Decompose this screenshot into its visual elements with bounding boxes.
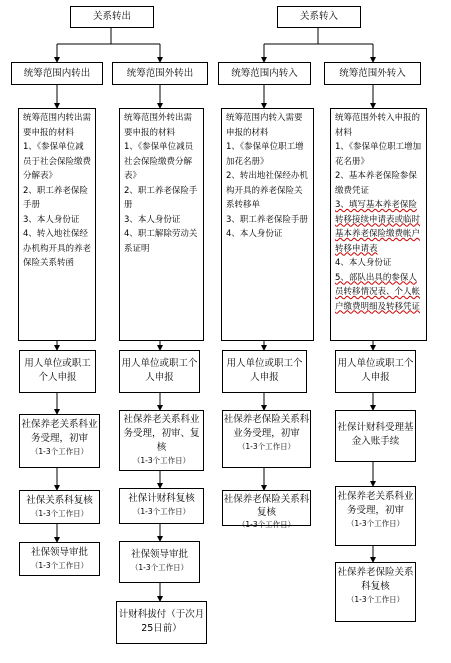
step-days: （1-3个工作日） bbox=[237, 442, 296, 451]
step-col-2-approve bbox=[119, 541, 200, 583]
title-in: 关系转入 bbox=[277, 6, 361, 28]
step-col-2-payment bbox=[116, 601, 207, 644]
step-col-3-review bbox=[222, 410, 311, 468]
step-text: 社保养老保险关系科复核 bbox=[223, 494, 310, 518]
materials-title: 统筹范围外转出需要申报的材料 bbox=[124, 113, 193, 138]
materials-item: 2、职工养老保险手册 bbox=[124, 185, 198, 210]
step-col-2-apply bbox=[119, 350, 200, 393]
step-col-4-finance bbox=[335, 410, 416, 462]
materials-title: 统筹范围外转入申报的材料 bbox=[335, 113, 421, 138]
step-col-3-apply bbox=[222, 350, 307, 393]
materials-box-col-1 bbox=[18, 108, 96, 341]
step-col-4-apply bbox=[335, 350, 416, 393]
step-days: （1-3个工作日） bbox=[30, 509, 89, 518]
materials-box-col-4 bbox=[330, 108, 427, 341]
step-col-4-recheck bbox=[335, 562, 416, 622]
materials-item: 3、本人身份证 bbox=[124, 214, 181, 225]
materials-title: 统筹范围内转入需要申报的材料 bbox=[226, 113, 303, 138]
step-col-4-review bbox=[335, 486, 416, 546]
materials-item: 4、转入地社保经办机构开具的养老保险关系转函 bbox=[23, 229, 92, 268]
step-col-2-finance-check bbox=[119, 488, 204, 524]
step-col-1-review bbox=[19, 414, 100, 468]
materials-item: 2、职工养老保险手册 bbox=[23, 185, 88, 210]
materials-item: 1、《参保单位减员社会保险缴费分解表》 bbox=[124, 142, 194, 181]
step-col-1-apply bbox=[19, 350, 96, 393]
step-days: （1-3个工作日） bbox=[30, 561, 89, 570]
step-text: 计财科拔付（于次月25日前） bbox=[118, 609, 205, 634]
step-days: （1-3个工作日） bbox=[30, 447, 89, 456]
materials-box-col-2 bbox=[119, 108, 204, 341]
step-text: 用人单位或职工个人申报 bbox=[337, 358, 414, 383]
materials-item: 4、职工解除劳动关系证明 bbox=[124, 229, 198, 254]
step-days: （1-3个工作日） bbox=[132, 507, 191, 516]
step-text: 社保养老关系科业务受理，初审 bbox=[21, 419, 98, 444]
materials-item: 1、《参保单位减员于社会保险缴费分解表》 bbox=[23, 142, 92, 181]
step-text: 社保养老关系科业务受理，初审、复核 bbox=[123, 414, 200, 453]
step-text: 社保领导审批 bbox=[30, 547, 88, 558]
materials-item: 1、《参保单位职工增加花名册》 bbox=[226, 142, 304, 167]
heading-col-2: 统筹范围外转出 bbox=[112, 62, 208, 85]
materials-item: 3、填写基本养老保险转移接续申请表或临时基本养老保险缴费帐户转移申请表 bbox=[335, 200, 421, 254]
materials-item: 2、基本养老保险参保缴费凭证 bbox=[335, 171, 417, 196]
step-text: 社保关系科复核 bbox=[26, 495, 93, 506]
materials-item: 4、本人身份证 bbox=[335, 258, 392, 268]
step-text: 用人单位或职工个人申报 bbox=[121, 358, 198, 383]
step-text: 社保计财科受理基金入账手续 bbox=[337, 422, 414, 447]
materials-box-col-3 bbox=[221, 108, 314, 341]
step-text: 社保领导审批 bbox=[130, 549, 188, 560]
step-col-1-approve bbox=[19, 542, 100, 576]
step-days: （1-3个工作日） bbox=[130, 563, 189, 572]
step-text: 用人单位或职工个人申报 bbox=[24, 358, 91, 383]
materials-title: 统筹范围内转出需要申报的材料 bbox=[23, 113, 92, 138]
heading-col-3: 统筹范围内转入 bbox=[218, 62, 311, 85]
materials-item: 3、职工养老保险手册 bbox=[226, 214, 308, 225]
heading-col-4: 统筹范围外转入 bbox=[324, 62, 421, 85]
materials-item: 4、本人身份证 bbox=[226, 229, 283, 239]
step-days: （1-3个工作日） bbox=[132, 456, 191, 465]
step-days: （1-3个工作日） bbox=[237, 520, 296, 529]
heading-col-1: 统筹范围内转出 bbox=[11, 62, 103, 85]
step-col-1-recheck bbox=[19, 490, 100, 524]
step-days: （1-3个工作日） bbox=[346, 595, 405, 604]
step-text: 社保养老关系科业务受理，初审 bbox=[337, 491, 414, 516]
step-text: 社保养老保险关系科复核 bbox=[337, 567, 414, 592]
materials-item: 3、本人身份证 bbox=[23, 214, 80, 225]
step-text: 用人单位或职工个人申报 bbox=[226, 358, 303, 383]
title-out: 关系转出 bbox=[70, 6, 154, 28]
step-text: 社保养老保险关系科业务受理，初审 bbox=[223, 414, 310, 439]
materials-item: 2、转出地社保经办机构开具的养老保险关系转移单 bbox=[226, 171, 308, 210]
step-days: （1-3个工作日） bbox=[346, 519, 405, 528]
materials-item: 5、部队出具的参保人员转移情况表、个人帐户缴费明细及转移凭证 bbox=[335, 272, 421, 312]
step-col-3-recheck bbox=[222, 490, 311, 529]
materials-item: 1、《参保单位职工增加花名册》 bbox=[335, 142, 422, 167]
step-col-2-review bbox=[119, 410, 204, 471]
step-text: 社保计财科复核 bbox=[128, 493, 195, 504]
